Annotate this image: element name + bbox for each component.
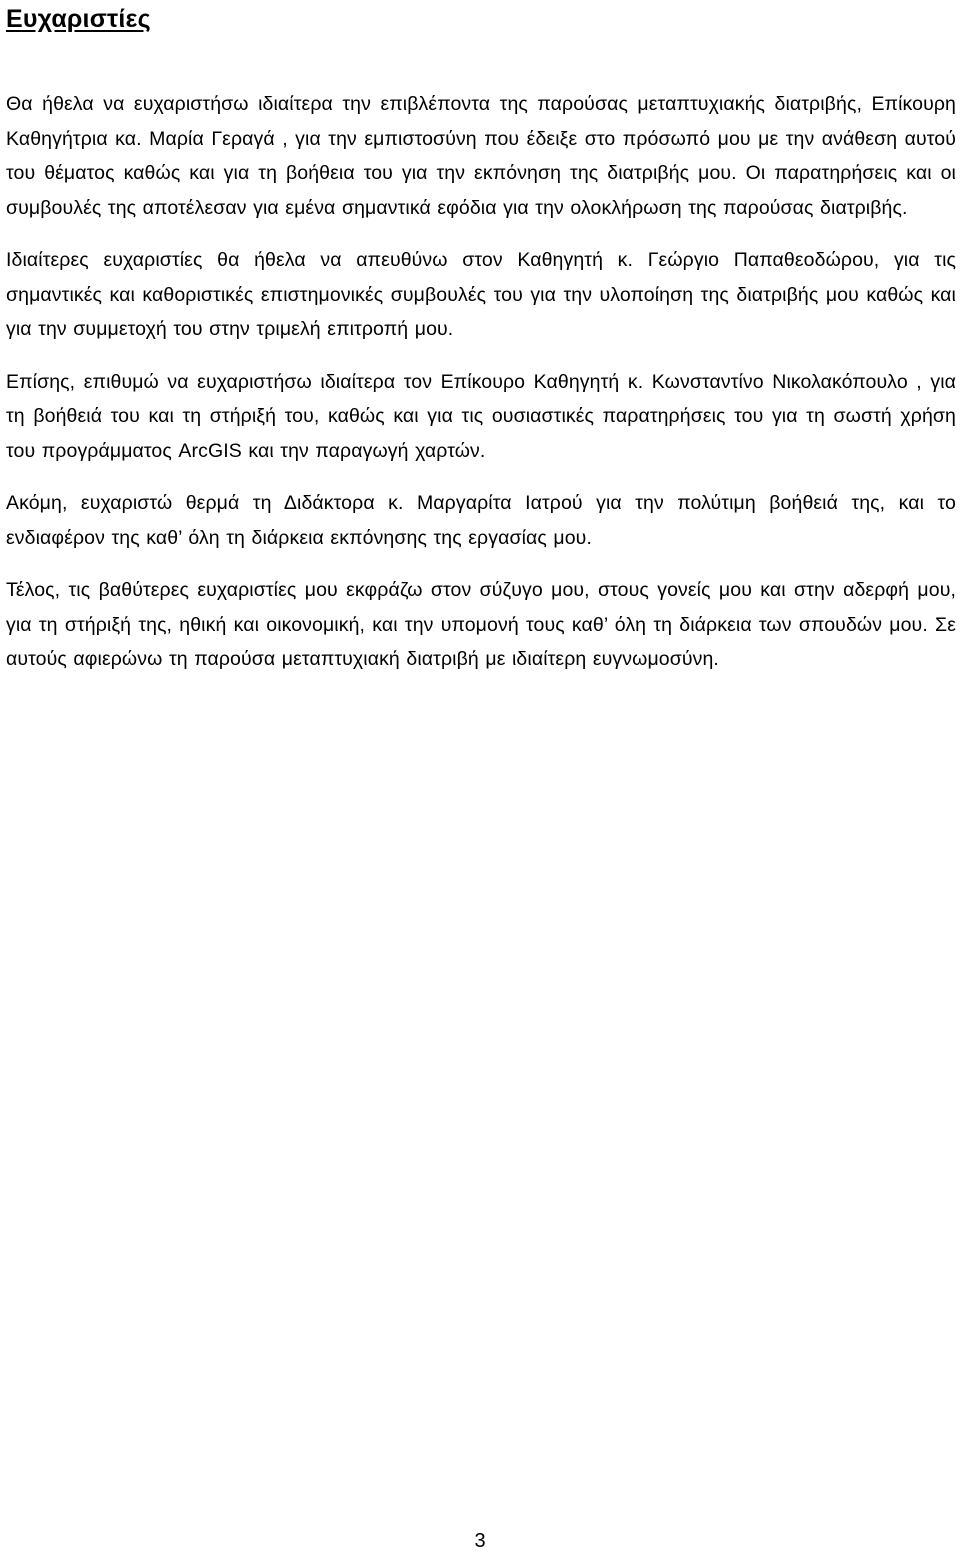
paragraph-family: Τέλος, τις βαθύτερες ευχαριστίες μου εκφράζω στον σύζυγο μου, στους γονείς μου και στην αδερφή μου, για τη στήριξή της, ηθική και οικονομική, και την υπομονή τους καθ’ όλη τη διάρκεια των σπουδών μου. Σε αυτούς αφιερώνω τη παρούσα μεταπτυχιακή διατριβή με ιδιαίτερη ευγνωμοσύνη. [6, 579, 956, 670]
paragraph-supervisor: Θα ήθελα να ευχαριστήσω ιδιαίτερα την επιβλέποντα της παρούσας μεταπτυχιακής διατριβής, Επίκουρη Καθηγήτρια κα. Μαρία Γεραγά , για την εμπιστοσύνη που έδειξε στο πρόσωπό μου με την ανάθεση αυτού του θέματος καθώς και για τη βοήθεια του για την εκπόνηση της διατριβής μου. Οι παρατηρήσεις και οι συμβουλές της αποτέλεσαν για εμένα σημαντικά εφόδια για την ολοκλήρωση της παρούσας διατριβής. [6, 93, 956, 219]
page-number: 3 [474, 1530, 486, 1552]
paragraph-professor: Ιδιαίτερες ευχαριστίες θα ήθελα να απευθύνω στον Καθηγητή κ. Γεώργιο Παπαθεοδώρου, για τις σημαντικές και καθοριστικές επιστημονικές συμβουλές του για την υλοποίηση της διατριβής μου καθώς και για την συμμετοχή του στην τριμελή επιτροπή μου. [6, 249, 956, 340]
paragraph-assistant-professor: Επίσης, επιθυμώ να ευχαριστήσω ιδιαίτερα τον Επίκουρο Καθηγητή κ. Κωνσταντίνο Νικολακόπουλο , για τη βοήθειά του και τη στήριξή του, καθώς και για τις ουσιαστικές παρατηρήσεις του για τη σωστή χρήση του προγράμματος ArcGIS και την παραγωγή χαρτών. [6, 370, 956, 462]
document-page [6, 0, 956, 677]
page-title: Ευχαριστίες [6, 5, 151, 33]
paragraph-doctor: Ακόμη, ευχαριστώ θερμά τη Διδάκτορα κ. Μαργαρίτα Ιατρού για την πολύτιμη βοήθειά της, και το ενδιαφέρον της καθ’ όλη τη διάρκεια εκπόνησης της εργασίας μου. [6, 492, 956, 549]
